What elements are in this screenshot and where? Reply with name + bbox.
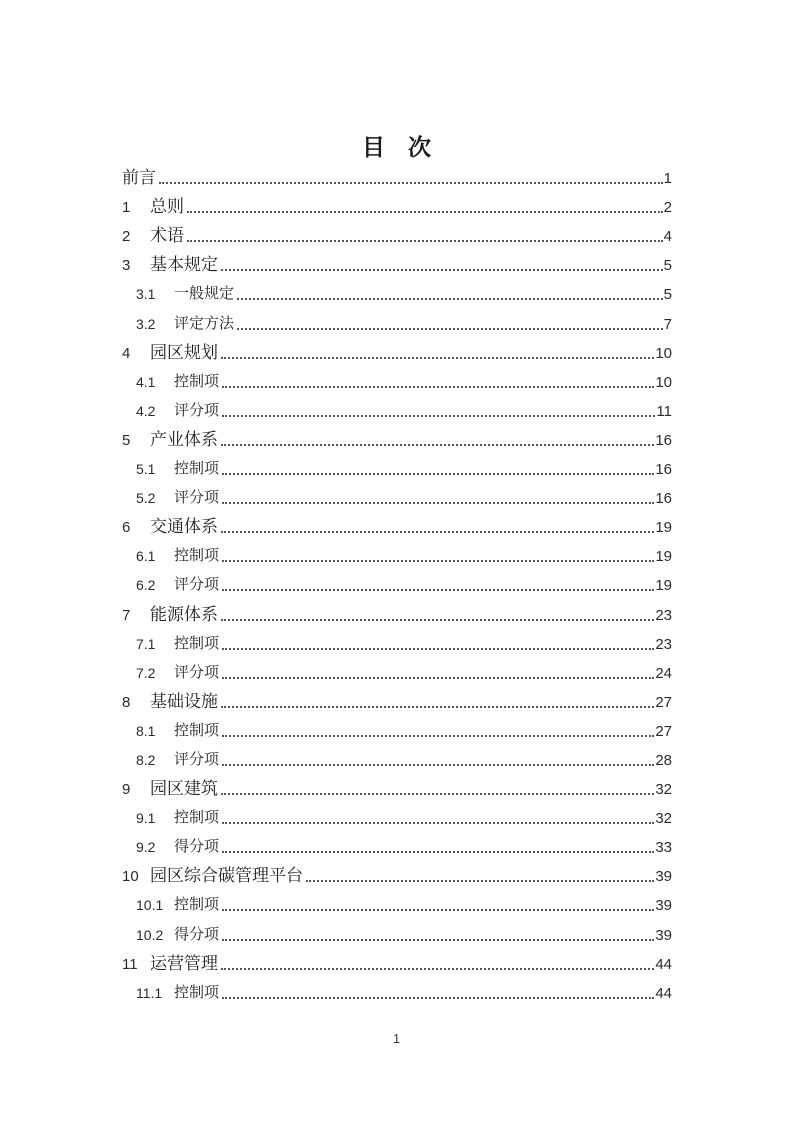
entry-page-number: 19 — [655, 577, 672, 595]
entry-page-number: 39 — [655, 868, 672, 886]
entry-page-number: 5 — [663, 257, 672, 275]
toc-entry[interactable] — [122, 625, 672, 654]
toc-entry[interactable] — [122, 275, 672, 304]
entry-page-number: 10 — [655, 373, 672, 391]
toc-entry[interactable] — [122, 828, 672, 857]
entry-number: 7 — [122, 606, 131, 624]
entry-page-number: 7 — [663, 315, 672, 333]
toc-entry[interactable] — [122, 945, 672, 974]
toc-entry[interactable] — [122, 741, 672, 770]
dot-leader — [222, 473, 654, 475]
entry-title: 控制项 — [174, 461, 220, 478]
entry-title: 总则 — [150, 197, 184, 217]
entry-number: 1 — [122, 199, 131, 217]
entry-title: 评分项 — [174, 490, 220, 507]
entry-title: 一般规定 — [174, 286, 235, 303]
entry-title: 评定方法 — [174, 315, 235, 332]
entry-number: 8 — [122, 693, 131, 711]
dot-leader — [222, 386, 654, 388]
entry-number: 4.1 — [136, 373, 156, 390]
dot-leader — [222, 764, 654, 766]
entry-number: 8.1 — [136, 722, 156, 739]
entry-number: 7.1 — [136, 635, 156, 652]
entry-number: 9.1 — [136, 810, 156, 827]
dot-leader — [221, 444, 654, 446]
entry-title: 园区建筑 — [150, 779, 218, 799]
dot-leader — [237, 328, 663, 330]
toc-entry[interactable] — [122, 799, 672, 828]
dot-leader — [221, 531, 654, 533]
dot-leader — [187, 240, 663, 242]
toc-entry[interactable] — [122, 537, 672, 566]
entry-number: 11 — [122, 955, 138, 973]
entry-number: 6 — [122, 519, 131, 537]
entry-page-number: 4 — [663, 228, 672, 246]
toc-entry[interactable] — [122, 334, 672, 363]
dot-leader — [159, 182, 663, 184]
dot-leader — [221, 706, 654, 708]
dot-leader — [222, 648, 654, 650]
entry-title: 术语 — [150, 226, 184, 246]
entry-title: 控制项 — [174, 373, 220, 390]
entry-title: 评分项 — [174, 577, 220, 594]
dot-leader — [221, 619, 654, 621]
entry-number: 3.1 — [136, 286, 156, 303]
entry-page-number: 16 — [655, 490, 672, 508]
toc-entry[interactable] — [122, 683, 672, 712]
entry-number: 5 — [122, 431, 131, 449]
entry-title: 控制项 — [174, 810, 220, 827]
entry-title: 得分项 — [174, 926, 220, 943]
toc-entry[interactable] — [122, 508, 672, 537]
dot-leader — [221, 357, 654, 359]
toc-entry[interactable] — [122, 188, 672, 217]
dot-leader — [306, 880, 654, 882]
dot-leader — [187, 211, 663, 213]
toc-entry[interactable] — [122, 421, 672, 450]
entry-number: 9.2 — [136, 839, 156, 856]
entry-page-number: 44 — [655, 955, 672, 973]
entry-page-number: 11 — [656, 402, 672, 420]
entry-page-number: 32 — [655, 781, 672, 799]
dot-leader — [237, 298, 663, 300]
entry-page-number: 24 — [655, 664, 672, 682]
dot-leader — [221, 269, 663, 271]
toc-entry[interactable] — [122, 363, 672, 392]
entry-title: 能源体系 — [150, 604, 218, 624]
entry-title: 交通体系 — [150, 517, 218, 537]
entry-page-number: 27 — [655, 693, 672, 711]
entry-number: 10 — [122, 868, 139, 886]
dot-leader — [221, 968, 654, 970]
toc-entry[interactable] — [122, 246, 672, 275]
toc-entry[interactable] — [122, 217, 672, 246]
footer-page-number: 1 — [392, 1031, 401, 1046]
toc-entry[interactable] — [122, 595, 672, 624]
entry-page-number: 19 — [655, 519, 672, 537]
entry-number: 8.2 — [136, 751, 156, 768]
entry-title: 园区综合碳管理平台 — [150, 866, 303, 886]
entry-title: 评分项 — [174, 402, 220, 419]
entry-page-number: 1 — [663, 170, 672, 188]
dot-leader — [222, 909, 654, 911]
entry-page-number: 23 — [655, 635, 672, 653]
dot-leader — [222, 997, 654, 999]
entry-title: 评分项 — [174, 751, 220, 768]
entry-number: 2 — [122, 228, 131, 246]
entry-page-number: 16 — [655, 461, 672, 479]
entry-page-number: 2 — [663, 199, 672, 217]
dot-leader — [222, 851, 654, 853]
entry-title: 控制项 — [174, 722, 220, 739]
dot-leader — [222, 415, 655, 417]
entry-number: 9 — [122, 781, 131, 799]
dot-leader — [222, 939, 654, 941]
entry-number: 3 — [122, 257, 131, 275]
dot-leader — [222, 560, 654, 562]
entry-title: 产业体系 — [150, 429, 218, 449]
entry-page-number: 39 — [655, 897, 672, 915]
entry-title: 控制项 — [174, 548, 220, 565]
entry-title: 基础设施 — [150, 691, 218, 711]
toc-entry[interactable] — [122, 712, 672, 741]
entry-title: 控制项 — [174, 635, 220, 652]
dot-leader — [222, 589, 654, 591]
entry-number: 6.2 — [136, 577, 156, 594]
toc-entry[interactable] — [122, 159, 672, 188]
entry-title: 前言 — [122, 168, 156, 188]
toc-entry[interactable] — [122, 770, 672, 799]
entry-title: 得分项 — [174, 839, 220, 856]
toc-entry[interactable] — [122, 974, 672, 1003]
entry-page-number: 5 — [663, 286, 672, 304]
entry-page-number: 27 — [655, 722, 672, 740]
dot-leader — [222, 822, 654, 824]
toc-entry[interactable] — [122, 654, 672, 683]
entry-page-number: 19 — [655, 548, 672, 566]
entry-title: 控制项 — [174, 897, 220, 914]
dot-leader — [222, 502, 654, 504]
dot-leader — [221, 793, 654, 795]
entry-number: 4 — [122, 344, 131, 362]
toc-entry[interactable] — [122, 392, 672, 421]
entry-title: 运营管理 — [150, 953, 218, 973]
toc-entry[interactable] — [122, 450, 672, 479]
toc-title: 目 次 — [362, 135, 431, 160]
entry-title: 控制项 — [174, 984, 220, 1001]
entry-page-number: 10 — [655, 344, 672, 362]
entry-page-number: 23 — [655, 606, 672, 624]
entry-number: 7.2 — [136, 664, 156, 681]
entry-number: 5.2 — [136, 490, 156, 507]
entry-title: 园区规划 — [150, 342, 218, 362]
entry-page-number: 16 — [655, 431, 672, 449]
dot-leader — [222, 677, 654, 679]
entry-page-number: 32 — [655, 810, 672, 828]
dot-leader — [222, 735, 654, 737]
toc-entry[interactable] — [122, 886, 672, 915]
entry-number: 4.2 — [136, 402, 156, 419]
entry-title: 基本规定 — [150, 255, 218, 275]
entry-page-number: 44 — [655, 984, 672, 1002]
entry-page-number: 33 — [655, 839, 672, 857]
entry-number: 5.1 — [136, 461, 156, 478]
toc-entry[interactable] — [122, 304, 672, 333]
entry-number: 10.1 — [136, 897, 164, 914]
entry-title: 评分项 — [174, 664, 220, 681]
entry-number: 6.1 — [136, 548, 156, 565]
entry-number: 10.2 — [136, 926, 164, 943]
entry-number: 3.2 — [136, 315, 156, 332]
toc-list — [122, 159, 672, 1003]
toc-entry[interactable] — [122, 566, 672, 595]
toc-entry[interactable] — [122, 479, 672, 508]
entry-number: 11.1 — [136, 984, 163, 1001]
toc-entry[interactable] — [122, 915, 672, 944]
entry-page-number: 39 — [655, 926, 672, 944]
toc-entry[interactable] — [122, 857, 672, 886]
entry-page-number: 28 — [655, 751, 672, 769]
